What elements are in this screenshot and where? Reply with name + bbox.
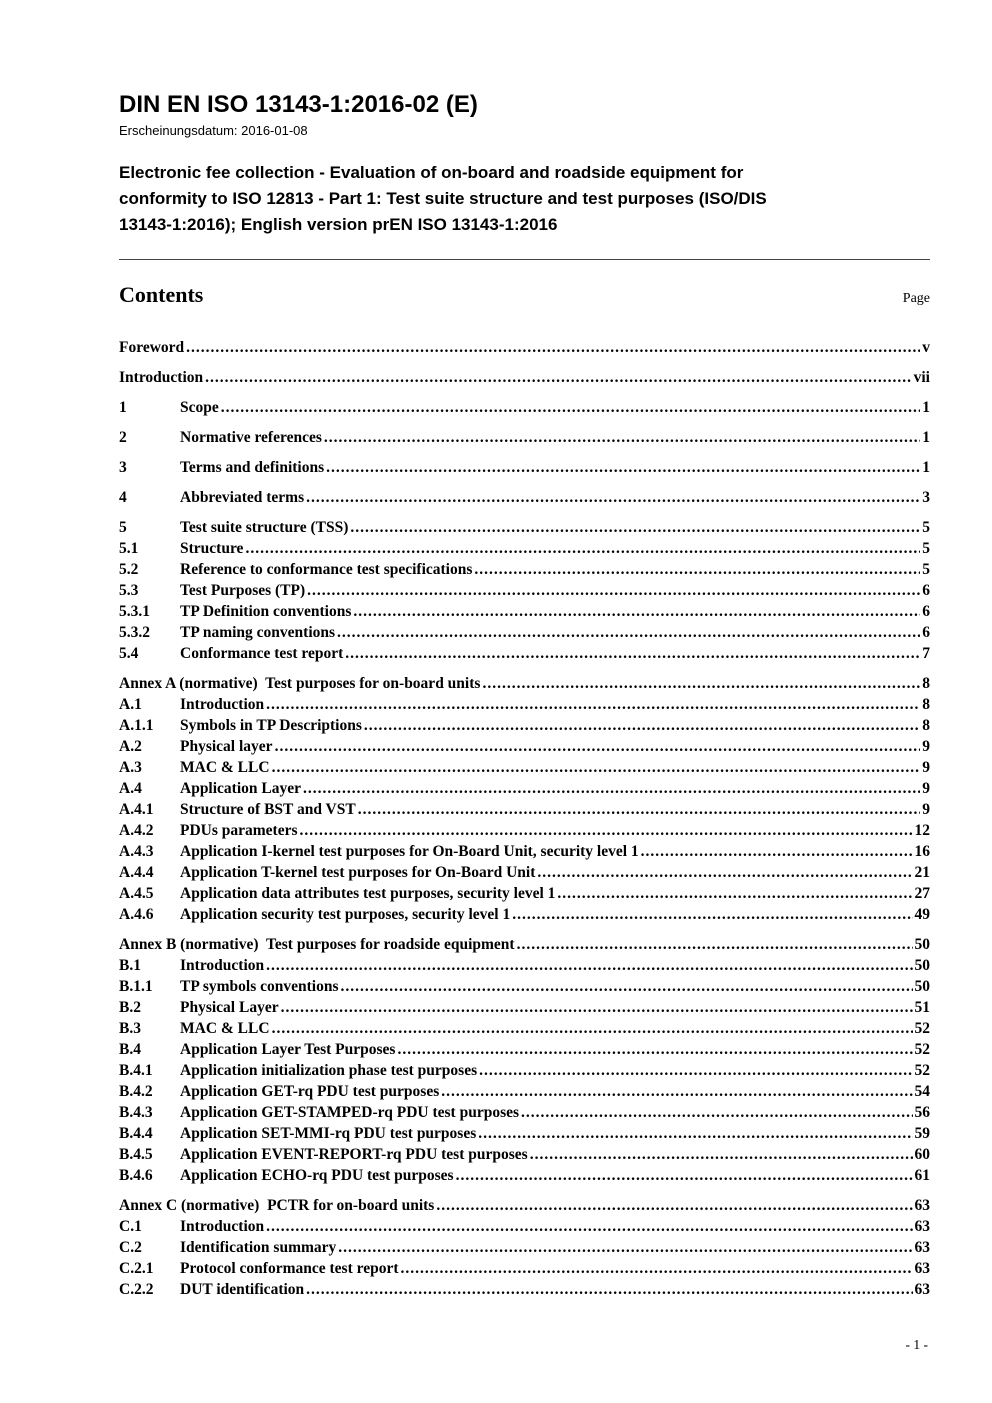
toc-entry-label: TP Definition conventions xyxy=(180,602,352,620)
toc-entry xyxy=(119,955,930,976)
toc-entry-number: 4 xyxy=(119,488,127,506)
toc-group xyxy=(119,367,930,388)
toc-entry xyxy=(119,757,930,778)
toc-entry-number: A.4.6 xyxy=(119,905,154,923)
toc-entry-page: 6 xyxy=(922,602,930,620)
toc-entry-number: A.1.1 xyxy=(119,716,154,734)
toc-entry-label: Reference to conformance test specifications xyxy=(180,560,473,578)
toc-entry-number: 5.3.1 xyxy=(119,602,150,620)
toc-entry-page: 9 xyxy=(922,779,930,797)
toc-entry xyxy=(119,1165,930,1186)
toc-entry xyxy=(119,517,930,538)
toc-entry-page: 63 xyxy=(914,1238,930,1256)
toc-entry-page: 52 xyxy=(914,1019,930,1037)
toc-entry-page: 50 xyxy=(914,956,930,974)
toc-entry-page: 63 xyxy=(914,1217,930,1235)
toc-dot-leader xyxy=(266,955,912,976)
toc-entry-page: 16 xyxy=(914,842,930,860)
toc-entry-page: 6 xyxy=(922,623,930,641)
toc-entry-number: A.4 xyxy=(119,779,142,797)
toc-entry-label: Normative references xyxy=(180,428,322,446)
toc-entry xyxy=(119,778,930,799)
toc-entry-page: 9 xyxy=(922,737,930,755)
page-number-footer: - 1 - xyxy=(905,1337,928,1352)
publication-date: Erscheinungsdatum: 2016-01-08 xyxy=(119,123,308,138)
toc-entry-label: TP symbols conventions xyxy=(180,977,339,995)
toc-entry xyxy=(119,367,930,388)
toc-dot-leader xyxy=(482,673,920,694)
toc-entry-page: 49 xyxy=(914,905,930,923)
toc-entry-page: 54 xyxy=(914,1082,930,1100)
toc-entry-number: C.2.2 xyxy=(119,1280,154,1298)
toc-entry-number: B.3 xyxy=(119,1019,141,1037)
toc-dot-leader xyxy=(345,643,920,664)
toc-entry-label: Introduction xyxy=(180,695,265,713)
toc-dot-leader xyxy=(474,559,920,580)
toc-entry-page: 50 xyxy=(914,935,930,953)
toc-entry-page: 7 xyxy=(922,644,930,662)
toc-entry-page: 3 xyxy=(922,488,930,506)
toc-entry-page: 8 xyxy=(922,716,930,734)
toc-entry-label: Introduction xyxy=(180,956,265,974)
toc-entry-page: 50 xyxy=(914,977,930,995)
toc-group xyxy=(119,673,930,925)
toc-dot-leader xyxy=(436,1195,912,1216)
toc-dot-leader xyxy=(512,904,912,925)
toc-entry xyxy=(119,1039,930,1060)
toc-entry-page: 8 xyxy=(922,695,930,713)
doc-number: DIN EN ISO 13143-1:2016-02 (E) xyxy=(119,91,478,118)
toc-entry-page: 27 xyxy=(914,884,930,902)
toc-entry-number: B.4 xyxy=(119,1040,141,1058)
toc-entry-label: Foreword xyxy=(119,338,185,356)
toc-entry xyxy=(119,337,930,358)
toc-entry xyxy=(119,601,930,622)
toc-entry xyxy=(119,1102,930,1123)
toc-entry xyxy=(119,862,930,883)
toc-dot-leader xyxy=(353,601,920,622)
toc-entry-number: 1 xyxy=(119,398,127,416)
toc-dot-leader xyxy=(186,337,920,358)
toc-entry-label: Terms and definitions xyxy=(180,458,325,476)
toc-entry-number: B.2 xyxy=(119,998,141,1016)
toc-group xyxy=(119,397,930,418)
toc-entry-label: Test Purposes (TP) xyxy=(180,581,306,599)
toc-dot-leader xyxy=(300,820,913,841)
toc-entry xyxy=(119,1081,930,1102)
toc-entry xyxy=(119,673,930,694)
toc-entry-number: B.4.3 xyxy=(119,1103,153,1121)
toc-entry xyxy=(119,736,930,757)
toc-entry-number: 5.1 xyxy=(119,539,139,557)
toc-entry-page: 8 xyxy=(922,674,930,692)
toc-entry-label: Protocol conformance test report xyxy=(180,1259,399,1277)
toc-entry-number: 5 xyxy=(119,518,127,536)
toc-entry-page: 63 xyxy=(914,1280,930,1298)
toc-entry xyxy=(119,1258,930,1279)
toc-group xyxy=(119,517,930,664)
toc-entry-label: Application GET-STAMPED-rq PDU test purposes xyxy=(180,1103,520,1121)
toc-entry-number: A.4.4 xyxy=(119,863,154,881)
toc-dot-leader xyxy=(245,538,920,559)
toc-dot-leader xyxy=(306,487,920,508)
toc-dot-leader xyxy=(364,715,920,736)
toc-entry xyxy=(119,427,930,448)
toc-entry-page: 52 xyxy=(914,1040,930,1058)
toc-entry-label: Introduction xyxy=(119,368,204,386)
header-divider xyxy=(119,259,930,260)
toc-entry-page: 52 xyxy=(914,1061,930,1079)
toc-entry-number: A.4.3 xyxy=(119,842,154,860)
toc-entry-label: Scope xyxy=(180,398,219,416)
toc-entry-page: 63 xyxy=(914,1196,930,1214)
toc-entry xyxy=(119,1237,930,1258)
toc-entry-label: Identification summary xyxy=(180,1238,337,1256)
toc-entry xyxy=(119,1060,930,1081)
contents-heading: Contents xyxy=(119,281,204,307)
toc-entry-page: 60 xyxy=(914,1145,930,1163)
toc-entry-number: A.2 xyxy=(119,737,142,755)
toc-entry-label: Application GET-rq PDU test purposes xyxy=(180,1082,440,1100)
toc-entry-label: Test suite structure (TSS) xyxy=(180,518,349,536)
toc-entry-page: 5 xyxy=(922,518,930,536)
toc-entry-number: 5.2 xyxy=(119,560,139,578)
toc-dot-leader xyxy=(307,580,920,601)
toc-entry-number: A.1 xyxy=(119,695,142,713)
toc-dot-leader xyxy=(479,1060,912,1081)
toc-entry-label: Application T-kernel test purposes for On-Board Unit xyxy=(180,863,536,881)
toc-dot-leader xyxy=(521,1102,912,1123)
toc-entry-label: Annex C (normative) PCTR for on-board units xyxy=(119,1196,435,1214)
toc-entry xyxy=(119,1216,930,1237)
toc-entry xyxy=(119,643,930,664)
toc-dot-leader xyxy=(272,1018,913,1039)
toc-dot-leader xyxy=(401,1258,913,1279)
toc-entry-label: Application SET-MMI-rq PDU test purposes xyxy=(180,1124,477,1142)
toc-dot-leader xyxy=(338,1237,912,1258)
toc-entry-label: Application initialization phase test purposes xyxy=(180,1061,478,1079)
toc-group xyxy=(119,337,930,358)
toc-entry-number: C.1 xyxy=(119,1217,142,1235)
toc-group xyxy=(119,487,930,508)
toc-entry xyxy=(119,934,930,955)
toc-dot-leader xyxy=(340,976,912,997)
toc-entry-page: 1 xyxy=(922,458,930,476)
toc-dot-leader xyxy=(266,694,920,715)
toc-entry-number: A.4.1 xyxy=(119,800,154,818)
toc-entry-label: MAC & LLC xyxy=(180,1019,270,1037)
toc-dot-leader xyxy=(337,622,920,643)
toc-entry xyxy=(119,1195,930,1216)
toc-entry xyxy=(119,538,930,559)
toc-entry-page: 12 xyxy=(914,821,930,839)
toc-dot-leader xyxy=(266,1216,912,1237)
toc-dot-leader xyxy=(275,736,921,757)
toc-entry xyxy=(119,622,930,643)
toc-entry xyxy=(119,841,930,862)
document-title-line: conformity to ISO 12813 - Part 1: Test suite structure and test purposes (ISO/DIS xyxy=(119,188,767,208)
toc-entry-label: Introduction xyxy=(180,1217,265,1235)
document-title-line: 13143-1:2016); English version prEN ISO 13143-1:2016 xyxy=(119,214,558,234)
toc-dot-leader xyxy=(303,778,920,799)
toc-entry-page: v xyxy=(922,338,930,356)
toc-group xyxy=(119,427,930,448)
toc-dot-leader xyxy=(221,397,921,418)
toc-dot-leader xyxy=(537,862,912,883)
toc-entry-number: B.1 xyxy=(119,956,141,974)
toc-entry xyxy=(119,580,930,601)
toc-entry-page: 21 xyxy=(914,863,930,881)
toc-dot-leader xyxy=(281,997,913,1018)
toc-dot-leader xyxy=(205,367,912,388)
toc-entry-label: Annex A (normative) Test purposes for on-board units xyxy=(119,674,481,692)
toc-entry-number: A.3 xyxy=(119,758,142,776)
toc-entry-number: B.1.1 xyxy=(119,977,153,995)
toc-entry-label: Symbols in TP Descriptions xyxy=(180,716,362,734)
toc-entry xyxy=(119,799,930,820)
toc-entry xyxy=(119,976,930,997)
toc-entry xyxy=(119,904,930,925)
toc-entry-label: DUT identification xyxy=(180,1280,305,1298)
toc-entry-number: B.4.5 xyxy=(119,1145,153,1163)
toc-entry xyxy=(119,1144,930,1165)
toc-list xyxy=(119,337,930,1300)
toc-entry-label: Conformance test report xyxy=(180,644,344,662)
toc-entry xyxy=(119,715,930,736)
toc-entry-number: 5.4 xyxy=(119,644,139,662)
toc-entry-number: 5.3.2 xyxy=(119,623,150,641)
toc-group xyxy=(119,934,930,1186)
toc-entry xyxy=(119,559,930,580)
toc-entry xyxy=(119,883,930,904)
toc-entry-number: A.4.5 xyxy=(119,884,154,902)
toc-dot-leader xyxy=(517,934,913,955)
toc-entry-number: B.4.2 xyxy=(119,1082,153,1100)
toc-dot-leader xyxy=(397,1039,912,1060)
toc-group xyxy=(119,457,930,478)
toc-entry-label: TP naming conventions xyxy=(180,623,336,641)
toc-dot-leader xyxy=(358,799,921,820)
toc-entry-label: Application Layer xyxy=(180,779,301,797)
document-title xyxy=(119,160,930,238)
toc-entry xyxy=(119,487,930,508)
toc-entry-number: A.4.2 xyxy=(119,821,154,839)
toc-entry-page: 51 xyxy=(914,998,930,1016)
toc-entry-label: Application data attributes test purposes, security level 1 xyxy=(180,884,556,902)
toc-entry-label: Structure xyxy=(180,539,244,557)
toc-entry xyxy=(119,997,930,1018)
toc-entry xyxy=(119,397,930,418)
toc-entry-number: B.4.4 xyxy=(119,1124,153,1142)
toc-dot-leader xyxy=(557,883,912,904)
toc-entry-label: Structure of BST and VST xyxy=(180,800,356,818)
toc-entry-page: 5 xyxy=(922,560,930,578)
toc-entry xyxy=(119,820,930,841)
toc-entry-label: Application security test purposes, security level 1 xyxy=(180,905,511,923)
toc-entry-page: 61 xyxy=(914,1166,930,1184)
toc-entry-page: 9 xyxy=(922,800,930,818)
toc-entry xyxy=(119,457,930,478)
toc-entry-number: C.2 xyxy=(119,1238,142,1256)
toc-entry-label: Abbreviated terms xyxy=(180,488,305,506)
toc-entry-number: 2 xyxy=(119,428,127,446)
toc-entry-label: Application EVENT-REPORT-rq PDU test purposes xyxy=(180,1145,528,1163)
toc-entry-label: Physical Layer xyxy=(180,998,279,1016)
toc-entry-label: Physical layer xyxy=(180,737,273,755)
toc-dot-leader xyxy=(306,1279,912,1300)
contents-header xyxy=(119,282,930,308)
toc-dot-leader xyxy=(478,1123,912,1144)
toc-entry-number: B.4.6 xyxy=(119,1166,153,1184)
document-header xyxy=(119,90,930,238)
page-column-label: Page xyxy=(902,290,930,306)
toc-dot-leader xyxy=(641,841,913,862)
toc-entry-page: 1 xyxy=(922,398,930,416)
toc-entry-label: Application ECHO-rq PDU test purposes xyxy=(180,1166,454,1184)
toc-entry-label: PDUs parameters xyxy=(180,821,298,839)
toc-dot-leader xyxy=(326,457,920,478)
toc-entry-page: 6 xyxy=(922,581,930,599)
toc-dot-leader xyxy=(324,427,920,448)
toc-entry-label: Annex B (normative) Test purposes for roadside equipment xyxy=(119,935,515,953)
toc-dot-leader xyxy=(350,517,920,538)
toc-entry xyxy=(119,1279,930,1300)
toc-entry xyxy=(119,1018,930,1039)
toc-entry xyxy=(119,694,930,715)
toc-entry-page: 59 xyxy=(914,1124,930,1142)
toc-entry-page: 56 xyxy=(914,1103,930,1121)
toc-dot-leader xyxy=(272,757,921,778)
toc-entry-number: 3 xyxy=(119,458,127,476)
toc-group xyxy=(119,1195,930,1300)
toc-entry-page: 5 xyxy=(922,539,930,557)
toc-dot-leader xyxy=(456,1165,913,1186)
toc-entry-page: 1 xyxy=(922,428,930,446)
toc-entry-page: vii xyxy=(913,368,930,386)
toc-entry xyxy=(119,1123,930,1144)
toc-entry-label: Application I-kernel test purposes for On-Board Unit, security level 1 xyxy=(180,842,639,860)
toc-entry-number: B.4.1 xyxy=(119,1061,153,1079)
toc-dot-leader xyxy=(530,1144,913,1165)
toc-entry-page: 9 xyxy=(922,758,930,776)
toc-dot-leader xyxy=(441,1081,912,1102)
toc-entry-page: 63 xyxy=(914,1259,930,1277)
toc-entry-number: 5.3 xyxy=(119,581,139,599)
toc-entry-label: Application Layer Test Purposes xyxy=(180,1040,396,1058)
toc-entry-number: C.2.1 xyxy=(119,1259,154,1277)
document-title-line: Electronic fee collection - Evaluation of on-board and roadside equipment for xyxy=(119,162,744,182)
toc-entry-label: MAC & LLC xyxy=(180,758,270,776)
